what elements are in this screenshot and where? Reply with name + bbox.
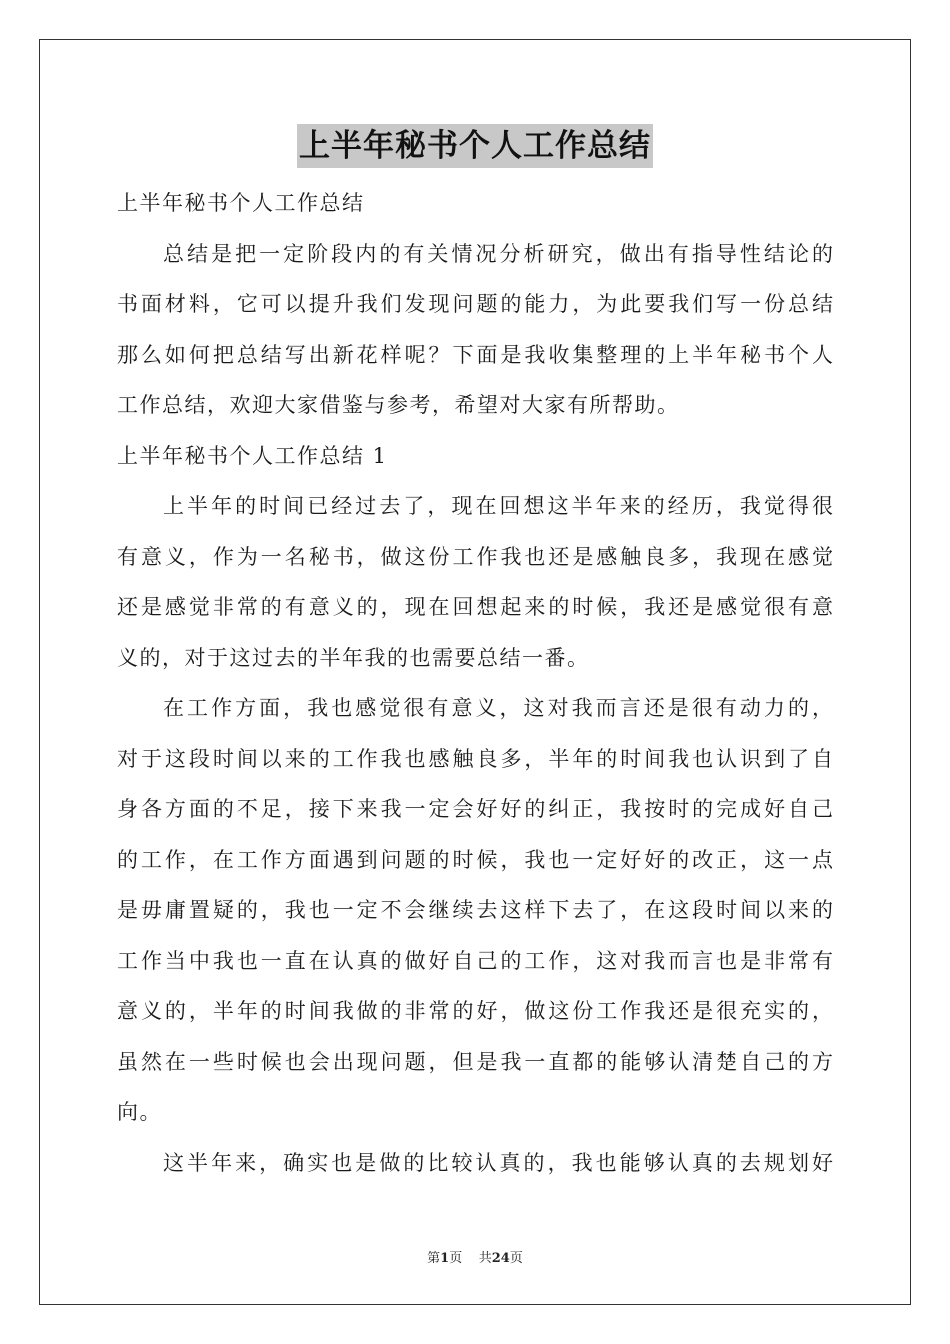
- text-line: 有意义，作为一名秘书，做这份工作我也还是感触良多，我现在感觉: [117, 544, 833, 569]
- text-line: 工作当中我也一直在认真的做好自己的工作，这对我而言也是非常有: [117, 948, 833, 973]
- footer-total-prefix: 共: [478, 1251, 492, 1266]
- text-line: 这半年来，确实也是做的比较认真的，我也能够认真的去规划好: [163, 1150, 833, 1175]
- text-line: 上半年的时间已经过去了，现在回想这半年来的经历，我觉得很: [163, 494, 833, 518]
- text-line: 总结是把一定阶段内的有关情况分析研究，做出有指导性结论的: [163, 241, 833, 266]
- text-line: 书面材料，它可以提升我们发现问题的能力，为此要我们写一份总结: [117, 292, 833, 316]
- text-line: 虽然在一些时候也会出现问题，但是我一直都的能够认清楚自己的方: [117, 1049, 833, 1074]
- title-container: [0, 124, 950, 168]
- footer-total-pages: 24: [491, 1251, 510, 1266]
- text-line: 向。: [117, 1100, 162, 1124]
- footer-page-prefix: 第: [427, 1251, 441, 1266]
- text-line: 上半年秘书个人工作总结: [117, 191, 365, 215]
- text-line: 是毋庸置疑的，我也一定不会继续去这样下去了，在这段时间以来的: [117, 898, 833, 922]
- text-line: 在工作方面，我也感觉很有意义，这对我而言还是很有动力的，: [163, 696, 833, 720]
- footer-page-number: 1: [440, 1251, 450, 1266]
- text-line: 身各方面的不足，接下来我一定会好好的纠正，我按时的完成好自己: [117, 797, 833, 821]
- text-line: 上半年秘书个人工作总结 1: [117, 443, 388, 468]
- footer-page-suffix: 页: [449, 1251, 463, 1266]
- text-line: 意义的，半年的时间我做的非常的好，做这份工作我还是很充实的，: [117, 999, 833, 1023]
- footer-total-suffix: 页: [509, 1251, 523, 1266]
- text-line: 那么如何把总结写出新花样呢？下面是我收集整理的上半年秘书个人: [117, 342, 833, 367]
- text-line: 还是感觉非常的有意义的，现在回想起来的时候，我还是感觉很有意: [117, 595, 833, 619]
- document-title: 上半年秘书个人工作总结: [297, 124, 653, 168]
- text-line: 的工作，在工作方面遇到问题的时候，我也一定好好的改正，这一点: [117, 847, 833, 872]
- page-footer: [0, 1247, 950, 1266]
- text-line: 义的，对于这过去的半年我的也需要总结一番。: [117, 645, 590, 670]
- text-line: 工作总结，欢迎大家借鉴与参考，希望对大家有所帮助。: [117, 393, 680, 417]
- text-line: 对于这段时间以来的工作我也感触良多，半年的时间我也认识到了自: [117, 746, 833, 771]
- document-body: [117, 178, 833, 1188]
